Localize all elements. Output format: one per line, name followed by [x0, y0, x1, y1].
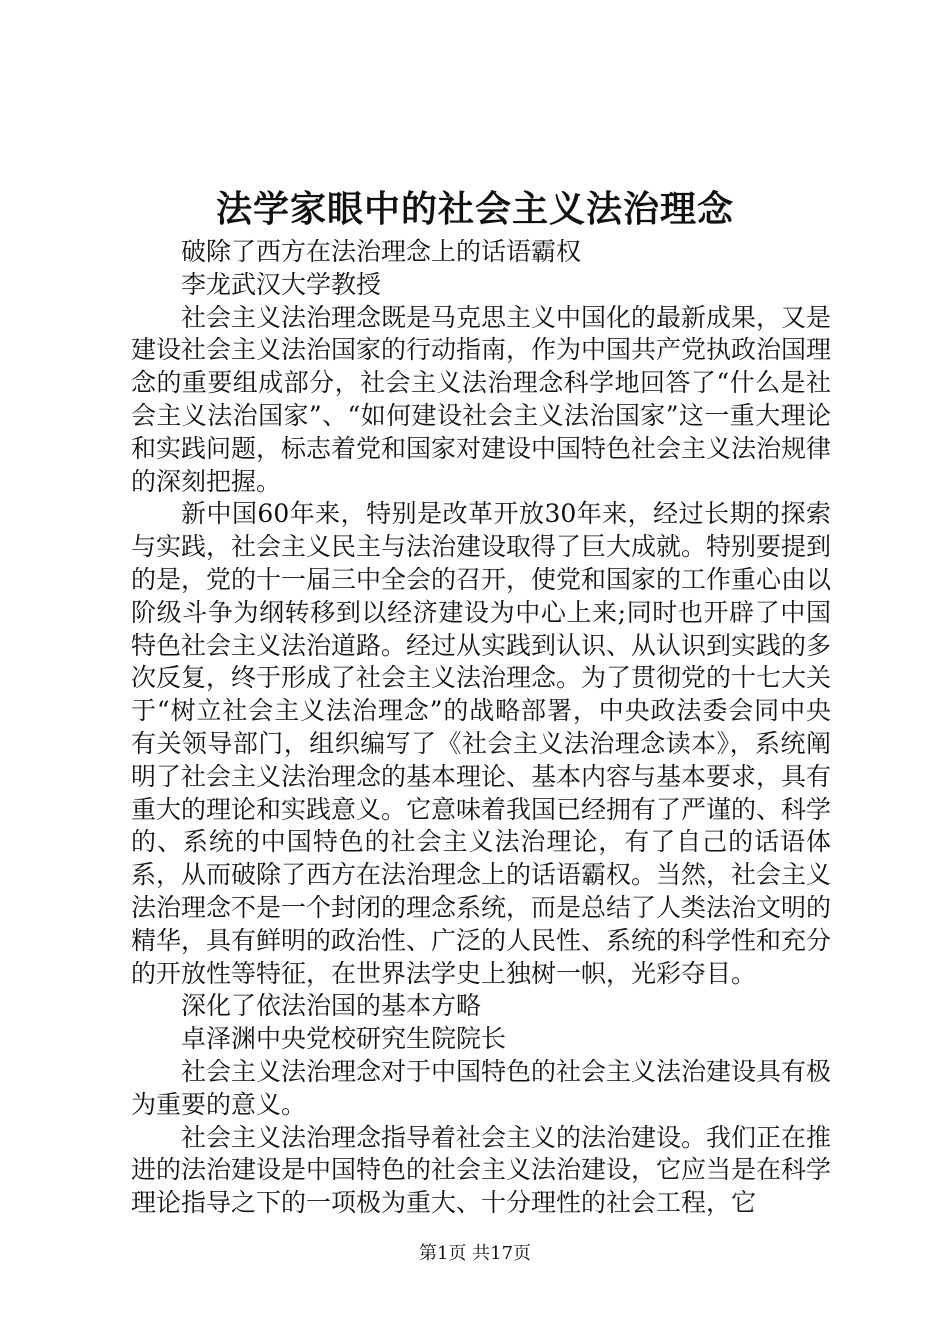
body-paragraph: 新中国60年来，特别是改革开放30年来，经过长期的探索与实践，社会主义民主与法治建设取得了巨大成就。特别要提到的是，党的十一届三中全会的召开，使党和国家的工作重心由以阶级斗争为纲转移到以经济建设为中心上来;同时也开辟了中国特色社会主义法治道路。经过从实践到认识、从认识到实践的多次反复，终于形成了社会主义法治理念。为了贯彻党的十七大关于“树立社会主义法治理念”的战略部署，中央政法委会同中央有关领导部门，组织编写了《社会主义法治理念读本》，系统阐明了社会主义法治理念的基本理论、基本内容与基本要求，具有重大的理论和实践意义。它意味着我国已经拥有了严谨的、科学的、系统的中国特色的社会主义法治理论，有了自己的话语体系，从而破除了西方在法治理念上的话语霸权。当然，社会主义法治理念不是一个封闭的理念系统，而是总结了人类法治文明的精华，具有鲜明的政治性、广泛的人民性、系统的科学性和充分的开放性等特征，在世界法学史上独树一帜，光彩夺目。: [131, 499, 832, 988]
body-paragraph: 社会主义法治理念指导着社会主义的法治建设。我们正在推进的法治建设是中国特色的社会主义法治建设，它应当是在科学理论指导之下的一项极为重大、十分理性的社会工程，它: [131, 1122, 832, 1218]
page-number-footer: 第1页 共17页: [418, 1243, 532, 1264]
body-paragraph: 社会主义法治理念既是马克思主义中国化的最新成果，又是建设社会主义法治国家的行动指南，作为中国共产党执政治国理念的重要组成部分，社会主义法治理念科学地回答了“什么是社会主义法治国家”、“如何建设社会主义法治国家”这一重大理论和实践问题，标志着党和国家对建设中国特色社会主义法治规律的深刻把握。: [131, 302, 832, 496]
subheading: 深化了依法治国的基本方略: [181, 991, 482, 1021]
body-paragraph: 社会主义法治理念对于中国特色的社会主义法治建设具有极为重要的意义。: [131, 1056, 832, 1119]
document-title: 法学家眼中的社会主义法治理念: [215, 188, 734, 230]
subheading: 破除了西方在法治理念上的话语霸权: [181, 237, 582, 266]
author-line: 李龙武汉大学教授: [181, 269, 382, 299]
document-body: [131, 236, 831, 1220]
author-line: 卓泽渊中央党校研究生院院长: [181, 1024, 507, 1054]
